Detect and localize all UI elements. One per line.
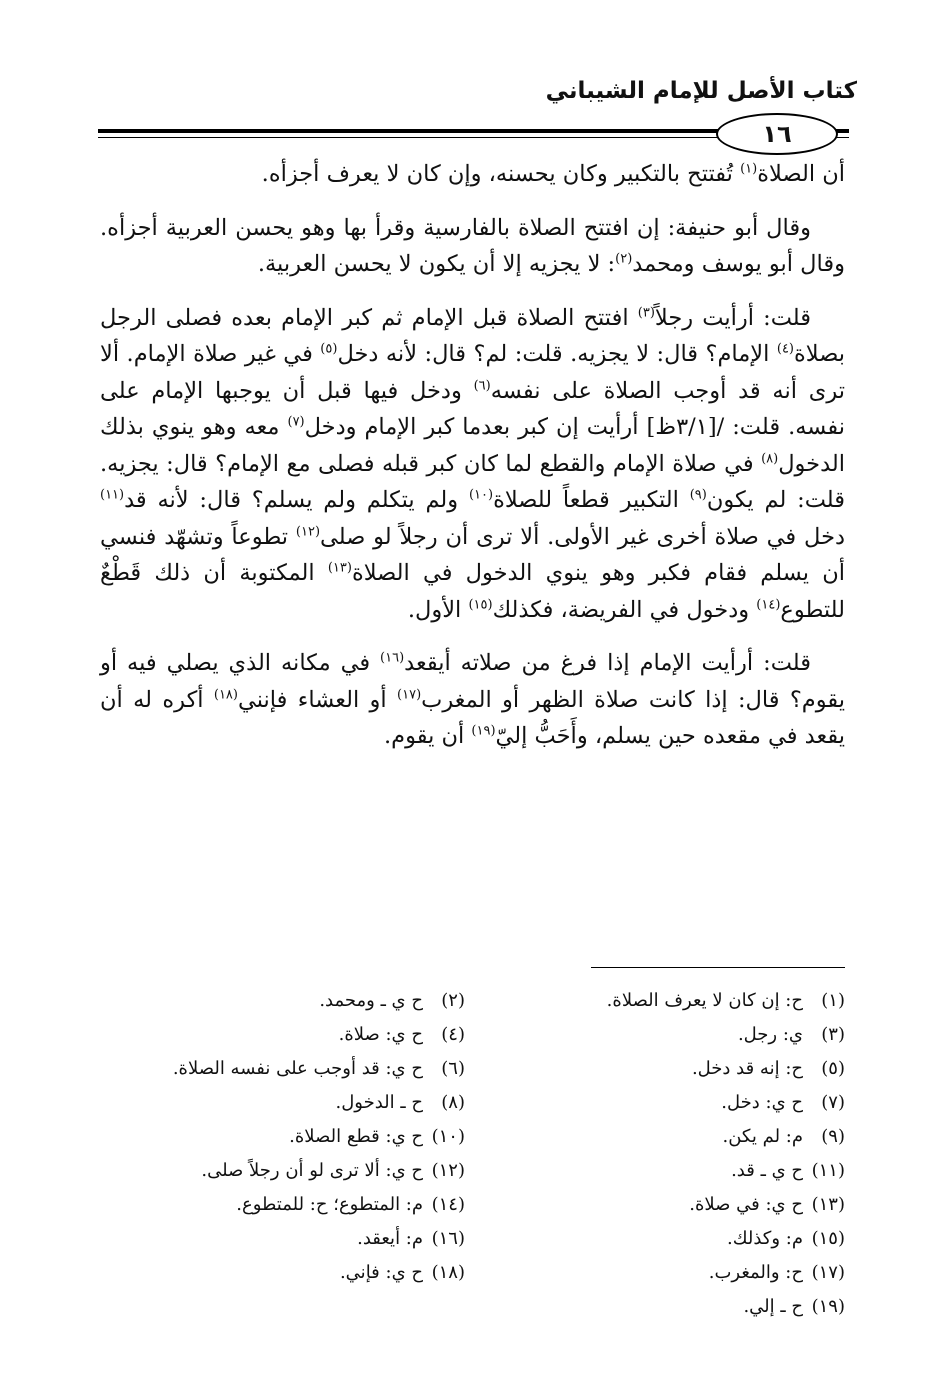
footnote-item bbox=[465, 1222, 845, 1256]
footnote-number: (٣) bbox=[821, 1024, 845, 1045]
footnote-number: (٤) bbox=[441, 1024, 465, 1045]
footnote-item bbox=[100, 1188, 465, 1222]
footnote-number: (٧) bbox=[821, 1092, 845, 1113]
footnote-number: (١٨) bbox=[431, 1262, 465, 1283]
text-run: أو العشاء فإنني bbox=[238, 686, 398, 713]
footnote-text: ح ي: ألا ترى لو أن رجلاً صلى. bbox=[201, 1160, 423, 1181]
text-run: ولم يتكلم ولم يسلم؟ قال: لأنه قد bbox=[124, 487, 469, 513]
footnote-item bbox=[465, 1052, 845, 1086]
footnote-reference: (٨) bbox=[761, 451, 779, 466]
footnote-reference: (٩) bbox=[689, 487, 707, 503]
footnote-separator bbox=[591, 967, 845, 968]
footnote-text: ح: إنه قد دخل. bbox=[691, 1058, 803, 1079]
footnote-item bbox=[465, 1018, 845, 1052]
footnote-text: ح ي: في صلاة. bbox=[689, 1194, 803, 1215]
footnote-item bbox=[465, 1154, 845, 1188]
footnote-item bbox=[100, 1120, 465, 1154]
footnote-reference: (٦) bbox=[473, 378, 491, 393]
footnote-number: (٢) bbox=[441, 990, 465, 1011]
footnote-number: (٨) bbox=[441, 1092, 465, 1113]
paragraph bbox=[100, 300, 845, 629]
footnote-item bbox=[100, 984, 465, 1018]
paragraph bbox=[100, 210, 845, 283]
footnote-text: ح: إن كان لا يعرف الصلاة. bbox=[606, 990, 803, 1011]
footnote-text: م: المتطوع؛ ح: للمتطوع. bbox=[236, 1194, 423, 1215]
footnote-text: ي: رجل. bbox=[737, 1024, 803, 1045]
footnote-reference: (٥) bbox=[320, 341, 338, 357]
text-run: أكره له أن يقعد في مقعده حين يسلم، وأَحَبُّ إليّ bbox=[100, 686, 845, 749]
footnote-number: (١٩) bbox=[811, 1296, 845, 1317]
footnote-text: م: لم يكن. bbox=[722, 1126, 803, 1147]
running-header-title: كتاب الأصل للإمام الشيباني bbox=[545, 78, 857, 104]
footnote-item bbox=[465, 984, 845, 1018]
footnote-text: ح ي: قطع الصلاة. bbox=[289, 1126, 423, 1147]
text-run: قلت: أرأيت رجلاً bbox=[654, 304, 812, 331]
text-run: ودخل فيها قبل أن يوجبها الإمام على نفسه. قلت: /[٣/١ظ] أرأيت إن كبر بعدما كبر الإمام ودخل bbox=[100, 377, 845, 440]
paragraph bbox=[100, 645, 845, 755]
footnote-reference: (١١) bbox=[100, 487, 125, 503]
paragraph bbox=[100, 156, 845, 193]
footnote-text: ح ـ إلي. bbox=[743, 1296, 803, 1317]
text-run: المكتوبة أن ذلك قَطْعٌ للتطوع bbox=[100, 560, 845, 623]
footnote-number: (١٦) bbox=[431, 1228, 465, 1249]
footnote-number: (١٣) bbox=[811, 1194, 845, 1215]
footnote-text: ح: والمغرب. bbox=[708, 1262, 803, 1283]
text-run: الإمام؟ قال: لا يجزيه. قلت: لم؟ قال: لأنه دخل bbox=[337, 341, 777, 367]
footnote-number: (١٢) bbox=[431, 1160, 465, 1181]
footnote-text: ح ي ـ ومحمد. bbox=[319, 990, 423, 1011]
main-text bbox=[100, 156, 845, 772]
footnote-reference: (١) bbox=[740, 161, 758, 177]
footnote-number: (١٥) bbox=[811, 1228, 845, 1249]
text-run: الأول. bbox=[407, 596, 469, 623]
text-run: دخل في صلاة أخرى غير الأولى. ألا ترى أن رجلاً لو صلى bbox=[320, 523, 845, 550]
text-run: أن يقوم. bbox=[383, 723, 472, 749]
text-run: : لا يجزيه إلا أن يكون لا يحسن العربية. bbox=[257, 251, 616, 277]
footnote-reference: (١٧) bbox=[397, 687, 422, 702]
footnote-reference: (٧) bbox=[287, 414, 305, 430]
footnote-item bbox=[465, 1086, 845, 1120]
text-run: افتتح الصلاة قبل الإمام ثم كبر الإمام بعده فصلى الرجل بصلاة bbox=[100, 304, 845, 367]
text-run: أن الصلاة bbox=[757, 161, 845, 187]
footnote-number: (١٠) bbox=[431, 1126, 465, 1147]
footnote-number: (٥) bbox=[821, 1058, 845, 1079]
footnote-reference: (١٥) bbox=[468, 597, 493, 612]
footnote-item bbox=[100, 1052, 465, 1086]
footnote-item bbox=[465, 1120, 845, 1154]
text-run: تطوعاً وتشهّد فنسي أن يسلم فقام فكبر وهو ينوي الدخول في الصلاة bbox=[100, 523, 846, 586]
footnote-item bbox=[100, 1256, 465, 1290]
footnote-item bbox=[465, 1256, 845, 1290]
footnote-reference: (١٣) bbox=[327, 560, 352, 576]
footnote-text: ح ي: صلاة. bbox=[338, 1024, 423, 1045]
footnote-item bbox=[465, 1188, 845, 1222]
footnote-item bbox=[100, 1154, 465, 1188]
footnote-number: (٦) bbox=[441, 1058, 465, 1079]
footnote-reference: (٤) bbox=[776, 341, 794, 357]
page-number-badge: ١٦ bbox=[716, 113, 838, 155]
footnote-text: ح ي: قد أوجب على نفسه الصلاة. bbox=[172, 1058, 423, 1079]
footnote-text: ح ـ الدخول. bbox=[335, 1092, 423, 1113]
text-run: في غير صلاة الإمام. ألا ترى أنه قد أوجب الصلاة على نفسه bbox=[100, 341, 846, 404]
footnote-item bbox=[100, 1086, 465, 1120]
footnote-reference: (١٦) bbox=[380, 650, 405, 666]
footnotes-list bbox=[100, 984, 845, 1324]
footnote-text: م: أيعقد. bbox=[357, 1228, 423, 1249]
footnote-text: ح ي: دخل. bbox=[721, 1092, 803, 1113]
footnote-text: م: وكذلك. bbox=[726, 1228, 803, 1249]
footnote-reference: (١٢) bbox=[295, 524, 321, 539]
footnote-number: (١٤) bbox=[431, 1194, 465, 1215]
text-run: معه وهو ينوي بذلك الدخول bbox=[100, 414, 845, 477]
text-run: في صلاة الإمام والقطع لما كان كبر قبله فصلى مع الإمام؟ قال: يجزيه. قلت: لم يكون bbox=[100, 450, 845, 513]
footnote-reference: (١٤) bbox=[756, 597, 781, 612]
text-run: التكبير قطعاً للصلاة bbox=[493, 487, 690, 513]
footnote-number: (١١) bbox=[811, 1160, 845, 1181]
footnote-reference: (١٠) bbox=[468, 487, 494, 503]
text-run: في مكانه الذي يصلي فيه أو يقوم؟ قال: إذا كانت صلاة الظهر أو المغرب bbox=[100, 650, 845, 713]
footnote-item bbox=[100, 1018, 465, 1052]
text-run: وقال أبو حنيفة: إن افتتح الصلاة بالفارسية وقرأ بها وهو يحسن العربية أجزأه. وقال أبو يوسف ومحمد bbox=[100, 214, 845, 277]
footnote-item bbox=[465, 1290, 845, 1324]
footnote-number: (١) bbox=[821, 990, 845, 1011]
footnote-reference: (٢) bbox=[615, 251, 633, 267]
text-run: تُفتتح بالتكبير وكان يحسنه، وإن كان لا يعرف أجزأه. bbox=[261, 161, 741, 187]
text-run: قلت: أرأيت الإمام إذا فرغ من صلاته أيقعد bbox=[404, 650, 811, 676]
footnote-reference: (١٩) bbox=[471, 723, 496, 739]
footnote-item bbox=[100, 1222, 465, 1256]
footnote-reference: (٣) bbox=[637, 305, 655, 320]
footnote-number: (١٧) bbox=[811, 1262, 845, 1283]
footnote-text: ح ي ـ قد. bbox=[731, 1160, 803, 1181]
footnote-text: ح ي: فإني. bbox=[339, 1262, 423, 1283]
text-run: ودخول في الفريضة، فكذلك bbox=[492, 596, 757, 623]
footnote-number: (٩) bbox=[821, 1126, 845, 1147]
footnote-reference: (١٨) bbox=[213, 687, 238, 702]
